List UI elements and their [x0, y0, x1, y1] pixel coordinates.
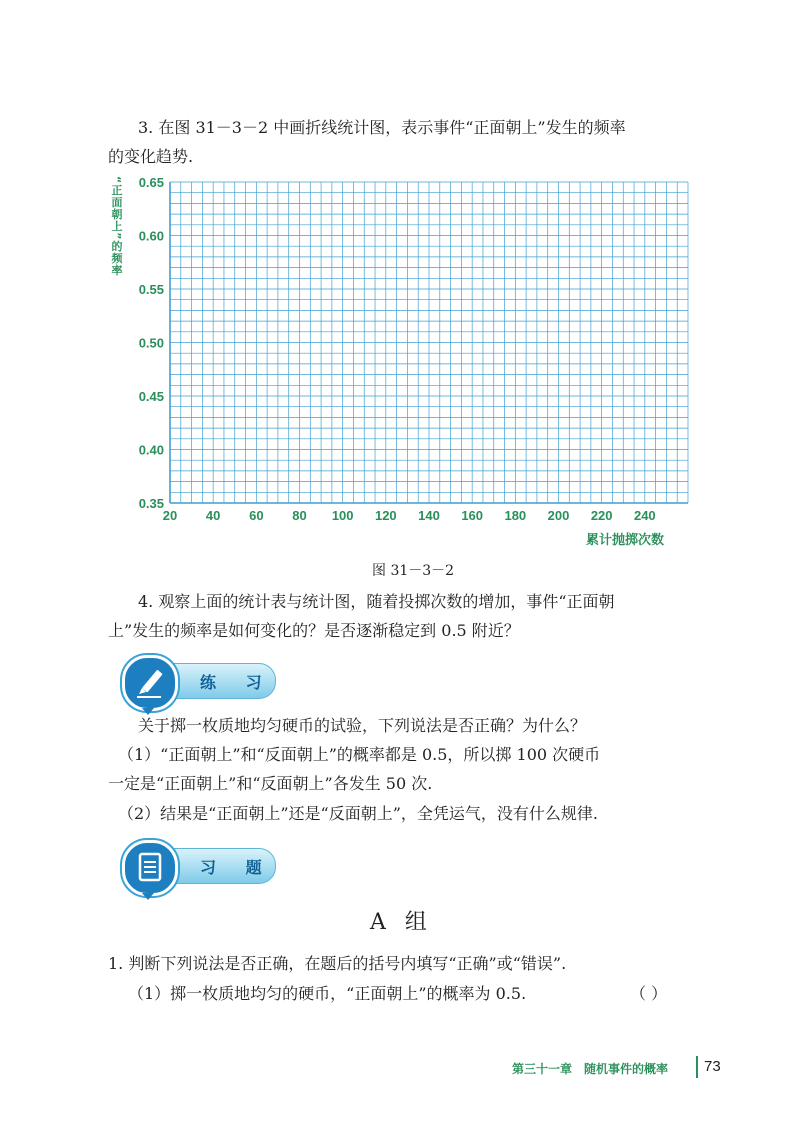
chart-grid-svg: [100, 170, 720, 550]
y-tick-label: 0.45: [138, 389, 164, 404]
practice-title: 练 习: [200, 673, 274, 692]
figure-caption: 图 31－3－2: [372, 563, 455, 579]
practice-item1-line1: （1）“正面朝上”和“反面朝上”的概率都是 0.5，所以掷 100 次硬币: [118, 745, 601, 764]
practice-banner: [102, 653, 282, 713]
practice-intro: 关于掷一枚质地均匀硬币的试验，下列说法是否正确？为什么？: [138, 716, 587, 735]
y-tick-label: 0.35: [138, 496, 164, 511]
notepad-icon: [122, 840, 178, 896]
footer-divider: [696, 1056, 698, 1078]
practice-item1-line2: 一定是“正面朝上”和“反面朝上”各发生 50 次.: [108, 774, 433, 793]
x-tick-label: 100: [331, 508, 354, 523]
group-heading: A 组: [370, 910, 433, 935]
exercises-banner: [102, 838, 282, 898]
chapter-title: 第三十一章 随机事件的概率: [512, 1062, 669, 1076]
y-tick-label: 0.55: [138, 282, 164, 297]
page-number: 73: [704, 1058, 721, 1075]
y-tick-label: 0.65: [138, 175, 164, 190]
answer-blank: （ ）: [630, 984, 668, 1003]
x-tick-label: 40: [205, 508, 221, 523]
practice-item2: （2）结果是“正面朝上”还是“反面朝上”，全凭运气，没有什么规律.: [118, 804, 598, 823]
frequency-chart: [100, 170, 720, 550]
x-tick-label: 160: [461, 508, 484, 523]
x-tick-label: 120: [374, 508, 397, 523]
q3-line2: 的变化趋势.: [108, 147, 194, 166]
exercise-q1-item1: （1）掷一枚质地均匀的硬币，“正面朝上”的概率为 0.5.: [128, 984, 527, 1003]
x-tick-label: 140: [418, 508, 440, 523]
x-axis-label: 累计抛掷次数: [586, 532, 665, 547]
x-tick-label: 200: [547, 508, 570, 523]
x-tick-label: 240: [633, 508, 656, 523]
q3-line1: 3. 在图 31－3－2 中画折线统计图，表示事件“正面朝上”发生的频率: [138, 118, 626, 137]
x-tick-label: 80: [292, 508, 307, 523]
y-tick-label: 0.60: [138, 228, 164, 244]
q4-line2: 上”发生的频率是如何变化的？是否逐渐稳定到 0.5 附近？: [108, 621, 520, 640]
x-tick-label: 20: [162, 508, 178, 523]
x-tick-label: 180: [504, 508, 527, 523]
exercises-title: 习 题: [200, 858, 274, 877]
pencil-icon: [122, 655, 178, 711]
y-tick-label: 0.40: [138, 442, 164, 458]
y-tick-label: 0.50: [138, 335, 164, 351]
y-axis-label: “正面朝上”的频率: [110, 176, 123, 277]
exercises-marker-icon: [142, 893, 154, 900]
q4-line1: 4. 观察上面的统计表与统计图，随着投掷次数的增加，事件“正面朝: [138, 592, 615, 611]
x-tick-label: 220: [590, 508, 613, 523]
exercise-q1: 1. 判断下列说法是否正确，在题后的括号内填写“正确”或“错误”.: [108, 954, 567, 973]
x-tick-label: 60: [249, 508, 264, 523]
